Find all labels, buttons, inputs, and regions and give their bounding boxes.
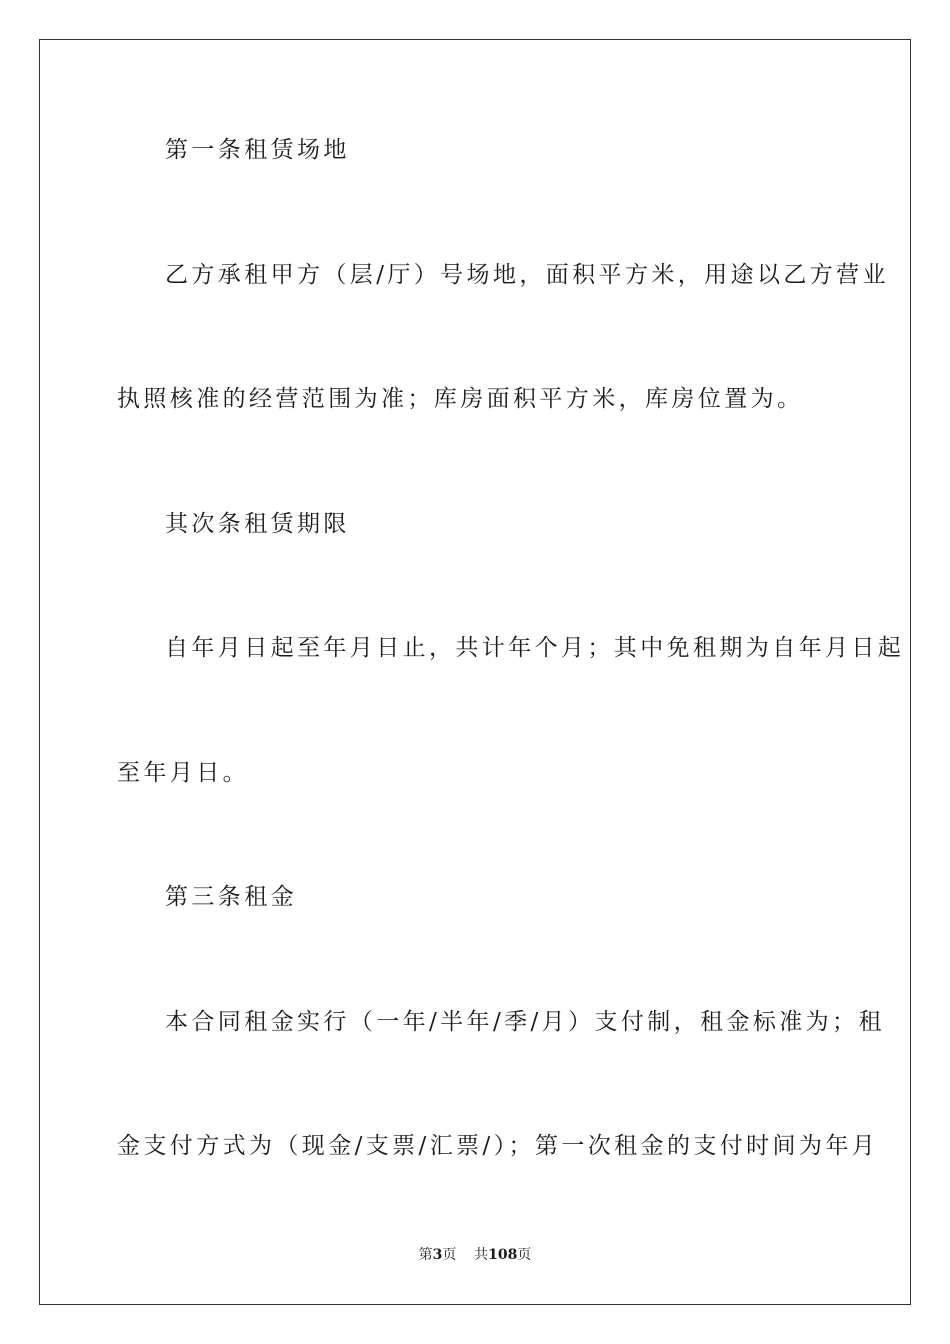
footer-page-number: 3: [432, 1247, 443, 1263]
paragraph-line: 本合同租金实行（一年/半年/季/月）支付制，租金标准为；租: [165, 1009, 885, 1035]
footer-total-suffix: 页: [517, 1247, 532, 1263]
section-heading-3: 第三条租金: [165, 884, 297, 910]
footer-page-suffix: 页: [442, 1247, 457, 1263]
footer-page-prefix: 第: [418, 1247, 433, 1263]
page-footer: [0, 1245, 950, 1265]
footer-total-pages: 108: [488, 1247, 518, 1263]
paragraph-line: 乙方承租甲方（层/厅）号场地，面积平方米，用途以乙方营业: [165, 262, 889, 288]
section-heading-2: 其次条租赁期限: [165, 511, 350, 537]
paragraph-line: 金支付方式为（现金/支票/汇票/）；第一次租金的支付时间为年月: [117, 1133, 879, 1159]
page-border: [39, 39, 911, 1305]
paragraph-line: 自年月日起至年月日止，共计年个月；其中免租期为自年月日起: [165, 635, 905, 661]
paragraph-line: 至年月日。: [117, 760, 249, 786]
section-heading-1: 第一条租赁场地: [165, 137, 350, 163]
paragraph-line: 执照核准的经营范围为准；库房面积平方米，库房位置为。: [117, 386, 804, 412]
footer-total-prefix: 共: [474, 1247, 489, 1263]
